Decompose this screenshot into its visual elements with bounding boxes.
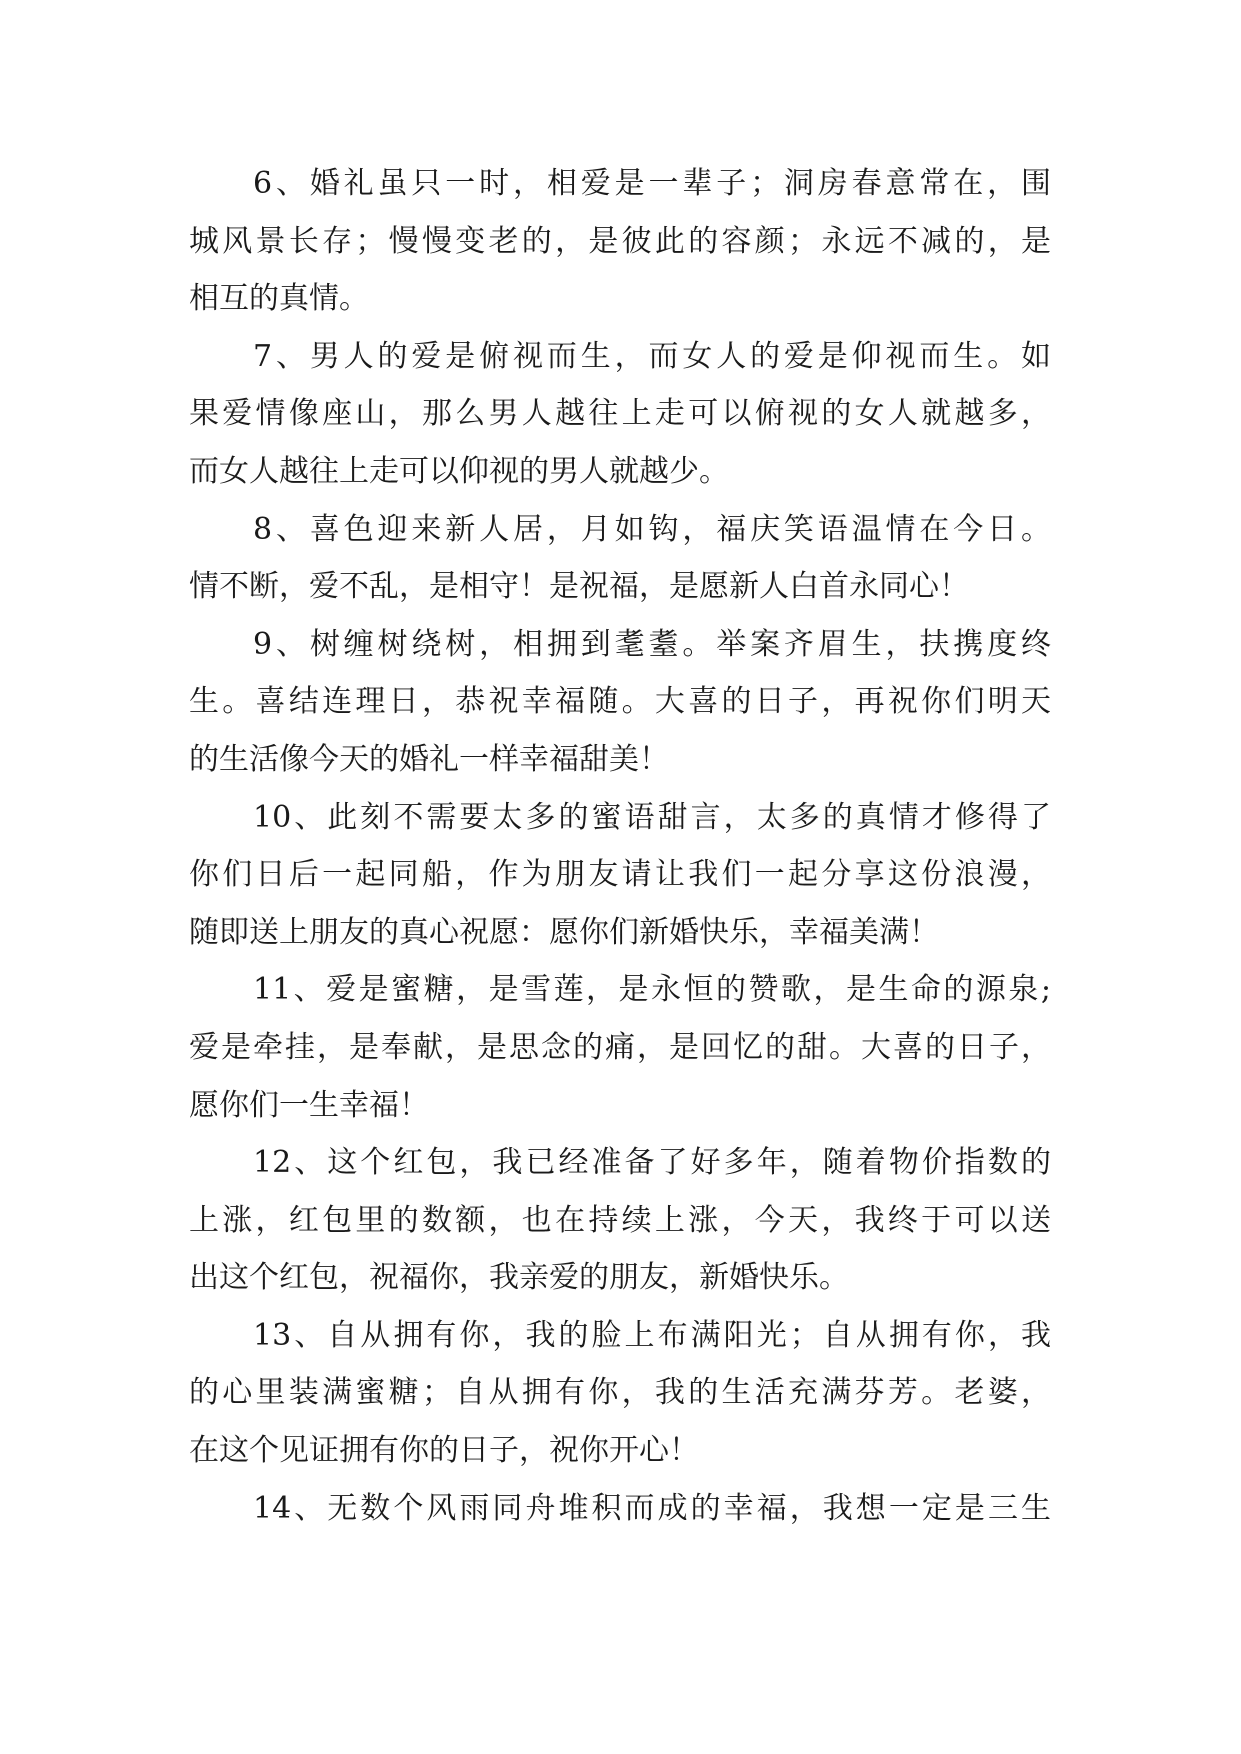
text-line: 的心里装满蜜糖；自从拥有你，我的生活充满芬芳。老婆， [189, 1375, 1051, 1411]
text-line: 出这个红包，祝福你，我亲爱的朋友，新婚快乐。 [189, 1260, 849, 1296]
text-line: 果爱情像座山，那么男人越往上走可以俯视的女人就越多， [189, 396, 1051, 432]
paragraph-8 [189, 501, 1051, 616]
text-line: 愿你们一生幸福！ [189, 1087, 429, 1123]
text-line: 10、此刻不需要太多的蜜语甜言，太多的真情才修得了 [253, 799, 1051, 835]
text-line: 上涨，红包里的数额，也在持续上涨，今天，我终于可以送 [189, 1202, 1051, 1238]
paragraph-13 [189, 1307, 1051, 1480]
text-line: 而女人越往上走可以仰视的男人就越少。 [189, 453, 729, 489]
paragraph-10 [189, 789, 1051, 962]
text-line: 随即送上朋友的真心祝愿：愿你们新婚快乐，幸福美满！ [189, 914, 939, 950]
text-line: 情不断，爱不乱，是相守！是祝福，是愿新人白首永同心！ [189, 569, 969, 605]
text-line: 12、这个红包，我已经准备了好多年，随着物价指数的 [253, 1145, 1051, 1181]
text-line: 的生活像今天的婚礼一样幸福甜美！ [189, 741, 669, 777]
text-line: 7、男人的爱是俯视而生，而女人的爱是仰视而生。如 [253, 338, 1051, 374]
text-line: 13、自从拥有你，我的脸上布满阳光；自从拥有你，我 [253, 1317, 1051, 1353]
paragraph-12 [189, 1134, 1051, 1307]
text-line: 爱是牵挂，是奉献，是思念的痛，是回忆的甜。大喜的日子， [189, 1029, 1051, 1065]
text-line: 14、无数个风雨同舟堆积而成的幸福，我想一定是三生 [253, 1490, 1051, 1526]
document-body [189, 155, 1051, 1537]
text-line: 8、喜色迎来新人居，月如钩，福庆笑语温情在今日。 [253, 511, 1051, 547]
text-line: 城风景长存；慢慢变老的，是彼此的容颜；永远不减的，是 [189, 223, 1051, 259]
paragraph-7 [189, 328, 1051, 501]
paragraph-9 [189, 616, 1051, 789]
paragraph-11 [189, 961, 1051, 1134]
paragraph-14 [189, 1480, 1051, 1538]
text-line: 9、树缠树绕树，相拥到耄耋。举案齐眉生，扶携度终 [253, 626, 1051, 662]
text-line: 生。喜结连理日，恭祝幸福随。大喜的日子，再祝你们明天 [189, 684, 1051, 720]
text-line: 6、婚礼虽只一时，相爱是一辈子；洞房春意常在，围 [253, 166, 1051, 201]
text-line: 11、爱是蜜糖，是雪莲，是永恒的赞歌，是生命的源泉; [253, 972, 1051, 1008]
paragraph-6 [189, 155, 1051, 328]
text-line: 你们日后一起同船，作为朋友请让我们一起分享这份浪漫， [189, 857, 1051, 893]
text-line: 相互的真情。 [189, 281, 369, 317]
text-line: 在这个见证拥有你的日子，祝你开心！ [189, 1433, 699, 1469]
